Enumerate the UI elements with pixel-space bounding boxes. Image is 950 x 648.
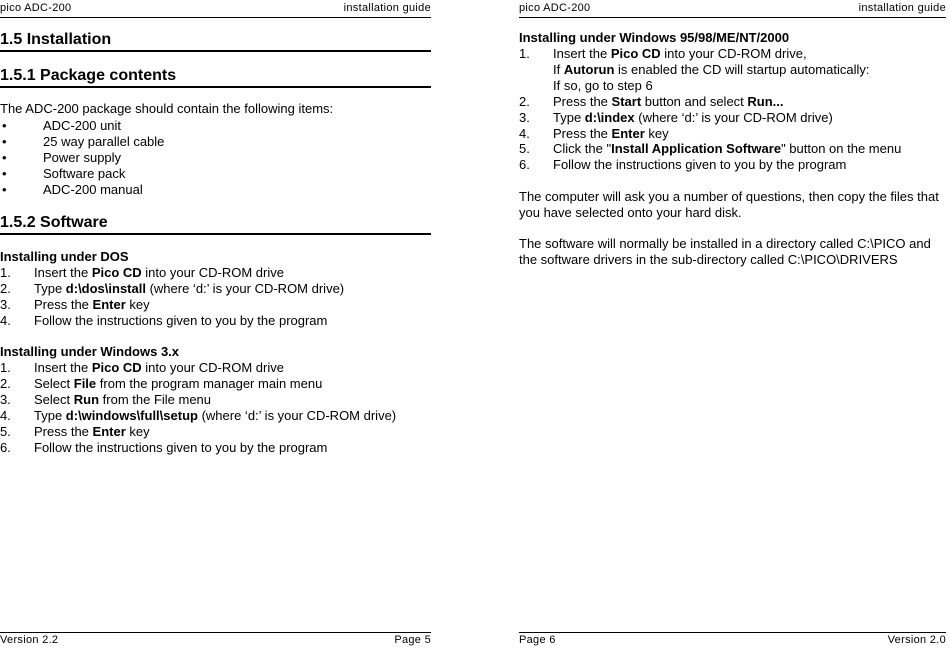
package-list [0,118,164,198]
list-item: • Power supply [2,149,122,165]
step-item: 3. Type d:\index (where ‘d:’ is your CD-ROM drive) [519,109,833,125]
win3-steps [0,360,396,455]
step-item: 2. Type d:\dos\install (where ‘d:’ is your CD-ROM drive) [0,280,345,296]
bullet-icon: • [2,118,7,133]
step-item: 5. Click the "Install Application Software" button on the menu [519,141,902,157]
step-item: 1. Insert the Pico CD into your CD-ROM drive [0,360,284,375]
section-heading-installation: 1.5 Installation [0,30,431,52]
dos-subheading: Installing under DOS [0,249,129,264]
header-guide-title: installation guide [858,2,946,14]
bullet-icon: • [2,133,7,149]
left-page [0,0,431,648]
section-heading-package-contents: 1.5.1 Package contents [0,66,431,88]
step-continuation: If so, go to step 6 [553,77,653,93]
step-item: 4. Follow the instructions given to you by the program [0,312,328,328]
header-rule [519,17,946,18]
step-item: 3. Press the Enter key [0,296,150,312]
step-item: 4. Type d:\windows\full\setup (where ‘d:’ is your CD-ROM drive) [0,407,397,423]
step-item: 2. Select File from the program manager main menu [0,375,323,391]
step-item: 2. Press the Start button and select Run... [519,93,784,109]
page-footer [519,632,946,646]
install-paragraph: The computer will ask you a number of questions, then copy the files that you have selected onto your hard disk. [519,189,939,220]
header-product: pico ADC-200 [0,2,72,14]
directory-paragraph: The software will normally be installed in a directory called C:\PICO and the software drivers in the sub-directory called C:\PICO\DRIVERS [519,236,931,267]
footer-version: Version 2.0 [887,634,946,646]
header-guide-title: installation guide [343,2,431,14]
footer-page-number: Page 6 [519,634,556,646]
footer-version: Version 2.2 [0,634,59,646]
bullet-icon: • [2,149,7,165]
win3-subheading: Installing under Windows 3.x [0,344,180,359]
bullet-icon: • [2,165,7,181]
page-header [519,2,946,16]
section-heading-software: 1.5.2 Software [0,213,431,235]
step-item: 5. Press the Enter key [0,423,150,439]
step-item: 1. Insert the Pico CD into your CD-ROM drive, [519,46,807,61]
win95-steps [519,46,901,173]
step-continuation: If Autorun is enabled the CD will startup automatically: [553,61,870,77]
list-item: • Software pack [2,165,126,181]
step-item: 6. Follow the instructions given to you by the program [519,157,847,173]
dos-steps [0,265,344,329]
win95-subheading: Installing under Windows 95/98/ME/NT/2000 [519,30,790,45]
header-rule [0,17,431,18]
list-item: • ADC-200 unit [2,118,122,133]
footer-page-number: Page 5 [394,634,431,646]
list-item: • 25 way parallel cable [2,133,165,149]
step-item: 4. Press the Enter key [519,125,669,141]
header-product: pico ADC-200 [519,2,591,14]
page-header [0,2,431,16]
bullet-icon: • [2,181,7,197]
page-footer [0,632,431,646]
list-item: • ADC-200 manual [2,181,143,197]
step-item: 1. Insert the Pico CD into your CD-ROM drive [0,265,284,280]
right-page [519,0,946,648]
step-item: 3. Select Run from the File menu [0,391,212,407]
package-intro: The ADC-200 package should contain the following items: [0,101,334,116]
step-item: 6. Follow the instructions given to you by the program [0,439,328,455]
